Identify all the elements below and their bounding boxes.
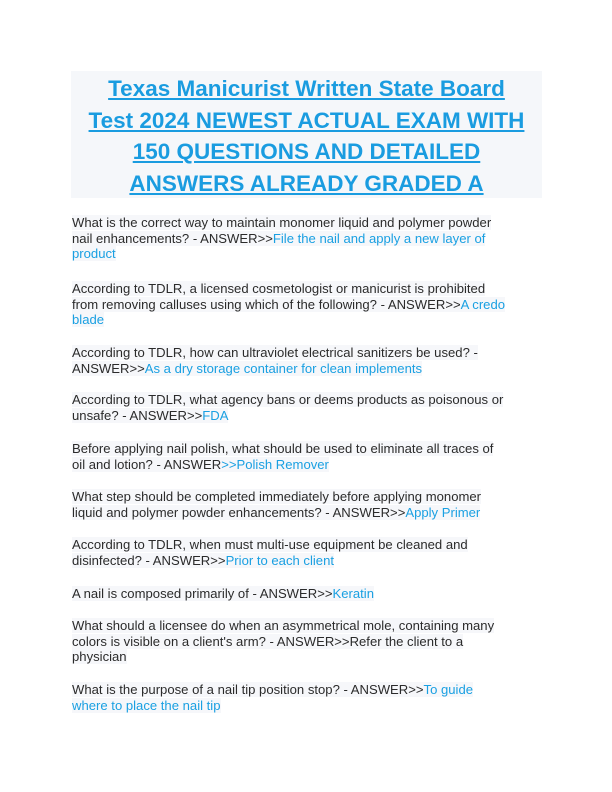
question-text: What step should be completed immediately before applying monomer — [72, 489, 482, 504]
question-text: According to TDLR, what agency bans or deems products as poisonous or — [72, 392, 504, 407]
question-text: According to TDLR, a licensed cosmetologist or manicurist is prohibited — [72, 281, 486, 296]
question-answer-block — [72, 345, 542, 376]
text-line — [72, 281, 542, 297]
text-line — [72, 408, 542, 424]
question-text: What is the purpose of a nail tip position stop? - ANSWER>> — [72, 682, 424, 697]
title-line[interactable]: 150 QUESTIONS AND DETAILED — [132, 139, 481, 164]
question-answer-block — [72, 392, 542, 423]
title-line[interactable]: Test 2024 NEWEST ACTUAL EXAM WITH — [88, 107, 525, 133]
answer-text: Apply Primer — [405, 504, 481, 520]
question-answer-block — [72, 586, 542, 602]
document-title — [71, 71, 542, 198]
question-answer-block — [72, 682, 542, 713]
answer-text: FDA — [202, 407, 229, 423]
text-line — [72, 489, 542, 505]
text-line — [72, 246, 542, 262]
answer-text: >>Polish Remover — [221, 456, 329, 472]
title-line[interactable]: Texas Manicurist Written State Board — [108, 76, 505, 101]
answer-text: Keratin — [332, 586, 375, 601]
text-line — [72, 361, 542, 377]
question-text: According to TDLR, when must multi-use equipment be cleaned and — [72, 537, 468, 552]
question-text: colors is visible on a client's arm? - ANSWER>>Refer the client to a — [72, 633, 464, 649]
question-text: oil and lotion? - ANSWER — [72, 456, 222, 472]
question-answer-block — [72, 441, 542, 472]
question-text: unsafe? - ANSWER>> — [72, 407, 203, 423]
text-line — [72, 312, 542, 328]
question-answer-block — [72, 281, 542, 328]
text-line — [72, 215, 542, 231]
answer-text: As a dry storage container for clean implements — [144, 360, 423, 376]
question-answer-block — [72, 215, 542, 262]
text-line — [72, 537, 542, 553]
text-line — [72, 698, 542, 714]
text-line — [72, 682, 542, 698]
question-text: Before applying nail polish, what should be used to eliminate all traces of — [72, 441, 494, 456]
answer-text: A credo — [460, 296, 506, 312]
question-answer-block — [72, 618, 542, 665]
text-line — [72, 297, 542, 313]
text-line — [72, 441, 542, 457]
answer-text: To guide — [423, 682, 474, 697]
question-text: liquid and polymer powder enhancements? - ANSWER>> — [72, 504, 406, 520]
answer-text: File the nail and apply a new layer of — [272, 230, 486, 246]
title-line[interactable]: ANSWERS ALREADY GRADED A — [129, 170, 484, 196]
text-line — [72, 457, 542, 473]
answer-text: Prior to each client — [225, 552, 335, 568]
text-line — [72, 231, 542, 247]
question-text: ANSWER>> — [72, 360, 145, 376]
question-text: disinfected? - ANSWER>> — [72, 552, 226, 568]
text-line — [72, 505, 542, 521]
answer-text: product — [72, 246, 116, 262]
text-line — [72, 649, 542, 665]
question-answer-block — [72, 489, 542, 520]
text-line — [72, 618, 542, 634]
question-text: What is the correct way to maintain monomer liquid and polymer powder — [72, 215, 492, 230]
text-line — [72, 553, 542, 569]
text-line — [72, 634, 542, 650]
answer-text: where to place the nail tip — [72, 697, 221, 713]
question-text: A nail is composed primarily of - ANSWER>> — [72, 586, 333, 601]
question-answer-block — [72, 537, 542, 568]
question-text: nail enhancements? - ANSWER>> — [72, 230, 273, 246]
answer-text: blade — [72, 312, 105, 328]
question-text: According to TDLR, how can ultraviolet electrical sanitizers be used? - — [72, 345, 478, 360]
question-text: physician — [72, 649, 127, 665]
question-text: from removing calluses using which of the following? - ANSWER>> — [72, 296, 461, 312]
text-line — [72, 392, 542, 408]
text-line — [72, 586, 542, 602]
text-line — [72, 345, 542, 361]
question-text: What should a licensee do when an asymmetrical mole, containing many — [72, 618, 495, 633]
